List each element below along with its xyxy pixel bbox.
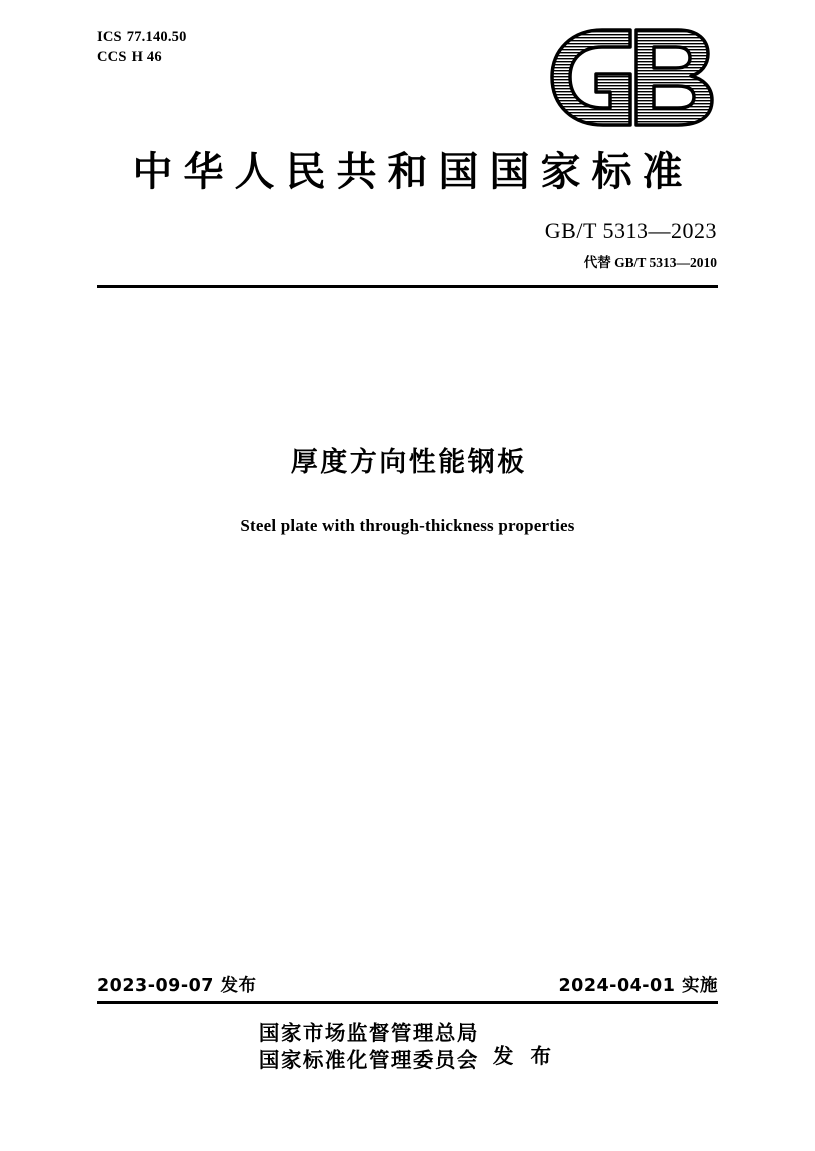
document-title-english: Steel plate with through-thickness properties [240,516,575,535]
publisher-org-line-1: 国家市场监督管理总局 [258,1021,479,1045]
classification-codes [97,28,187,67]
publisher-block [0,1020,815,1074]
divider-top [97,285,718,288]
ics-label: ICS [97,29,122,45]
ccs-value: H 46 [131,48,162,65]
implementation-date: 2024-04-01 实施 [558,976,718,996]
gb-emblem-icon [544,22,720,132]
standard-number-block [545,218,717,271]
standard-number: GB/T 5313—2023 [544,218,717,243]
ccs-line [97,48,187,68]
national-standard-title: 中华人民共和国国家标准 [132,148,694,195]
divider-bottom [97,1001,718,1004]
ics-line [97,28,187,48]
ccs-label: CCS [97,48,127,65]
publisher-org-line-2: 国家标准化管理委员会 [258,1048,479,1073]
publisher-verb: 发 布 [492,1044,557,1069]
publisher-organizations [259,1020,479,1074]
ics-value: 77.140.50 [126,29,187,45]
standard-replaces: 代替 GB/T 5313—2010 [583,255,717,270]
document-title-chinese: 厚度方向性能钢板 [290,447,527,478]
issue-date: 2023-09-07 发布 [97,976,257,996]
